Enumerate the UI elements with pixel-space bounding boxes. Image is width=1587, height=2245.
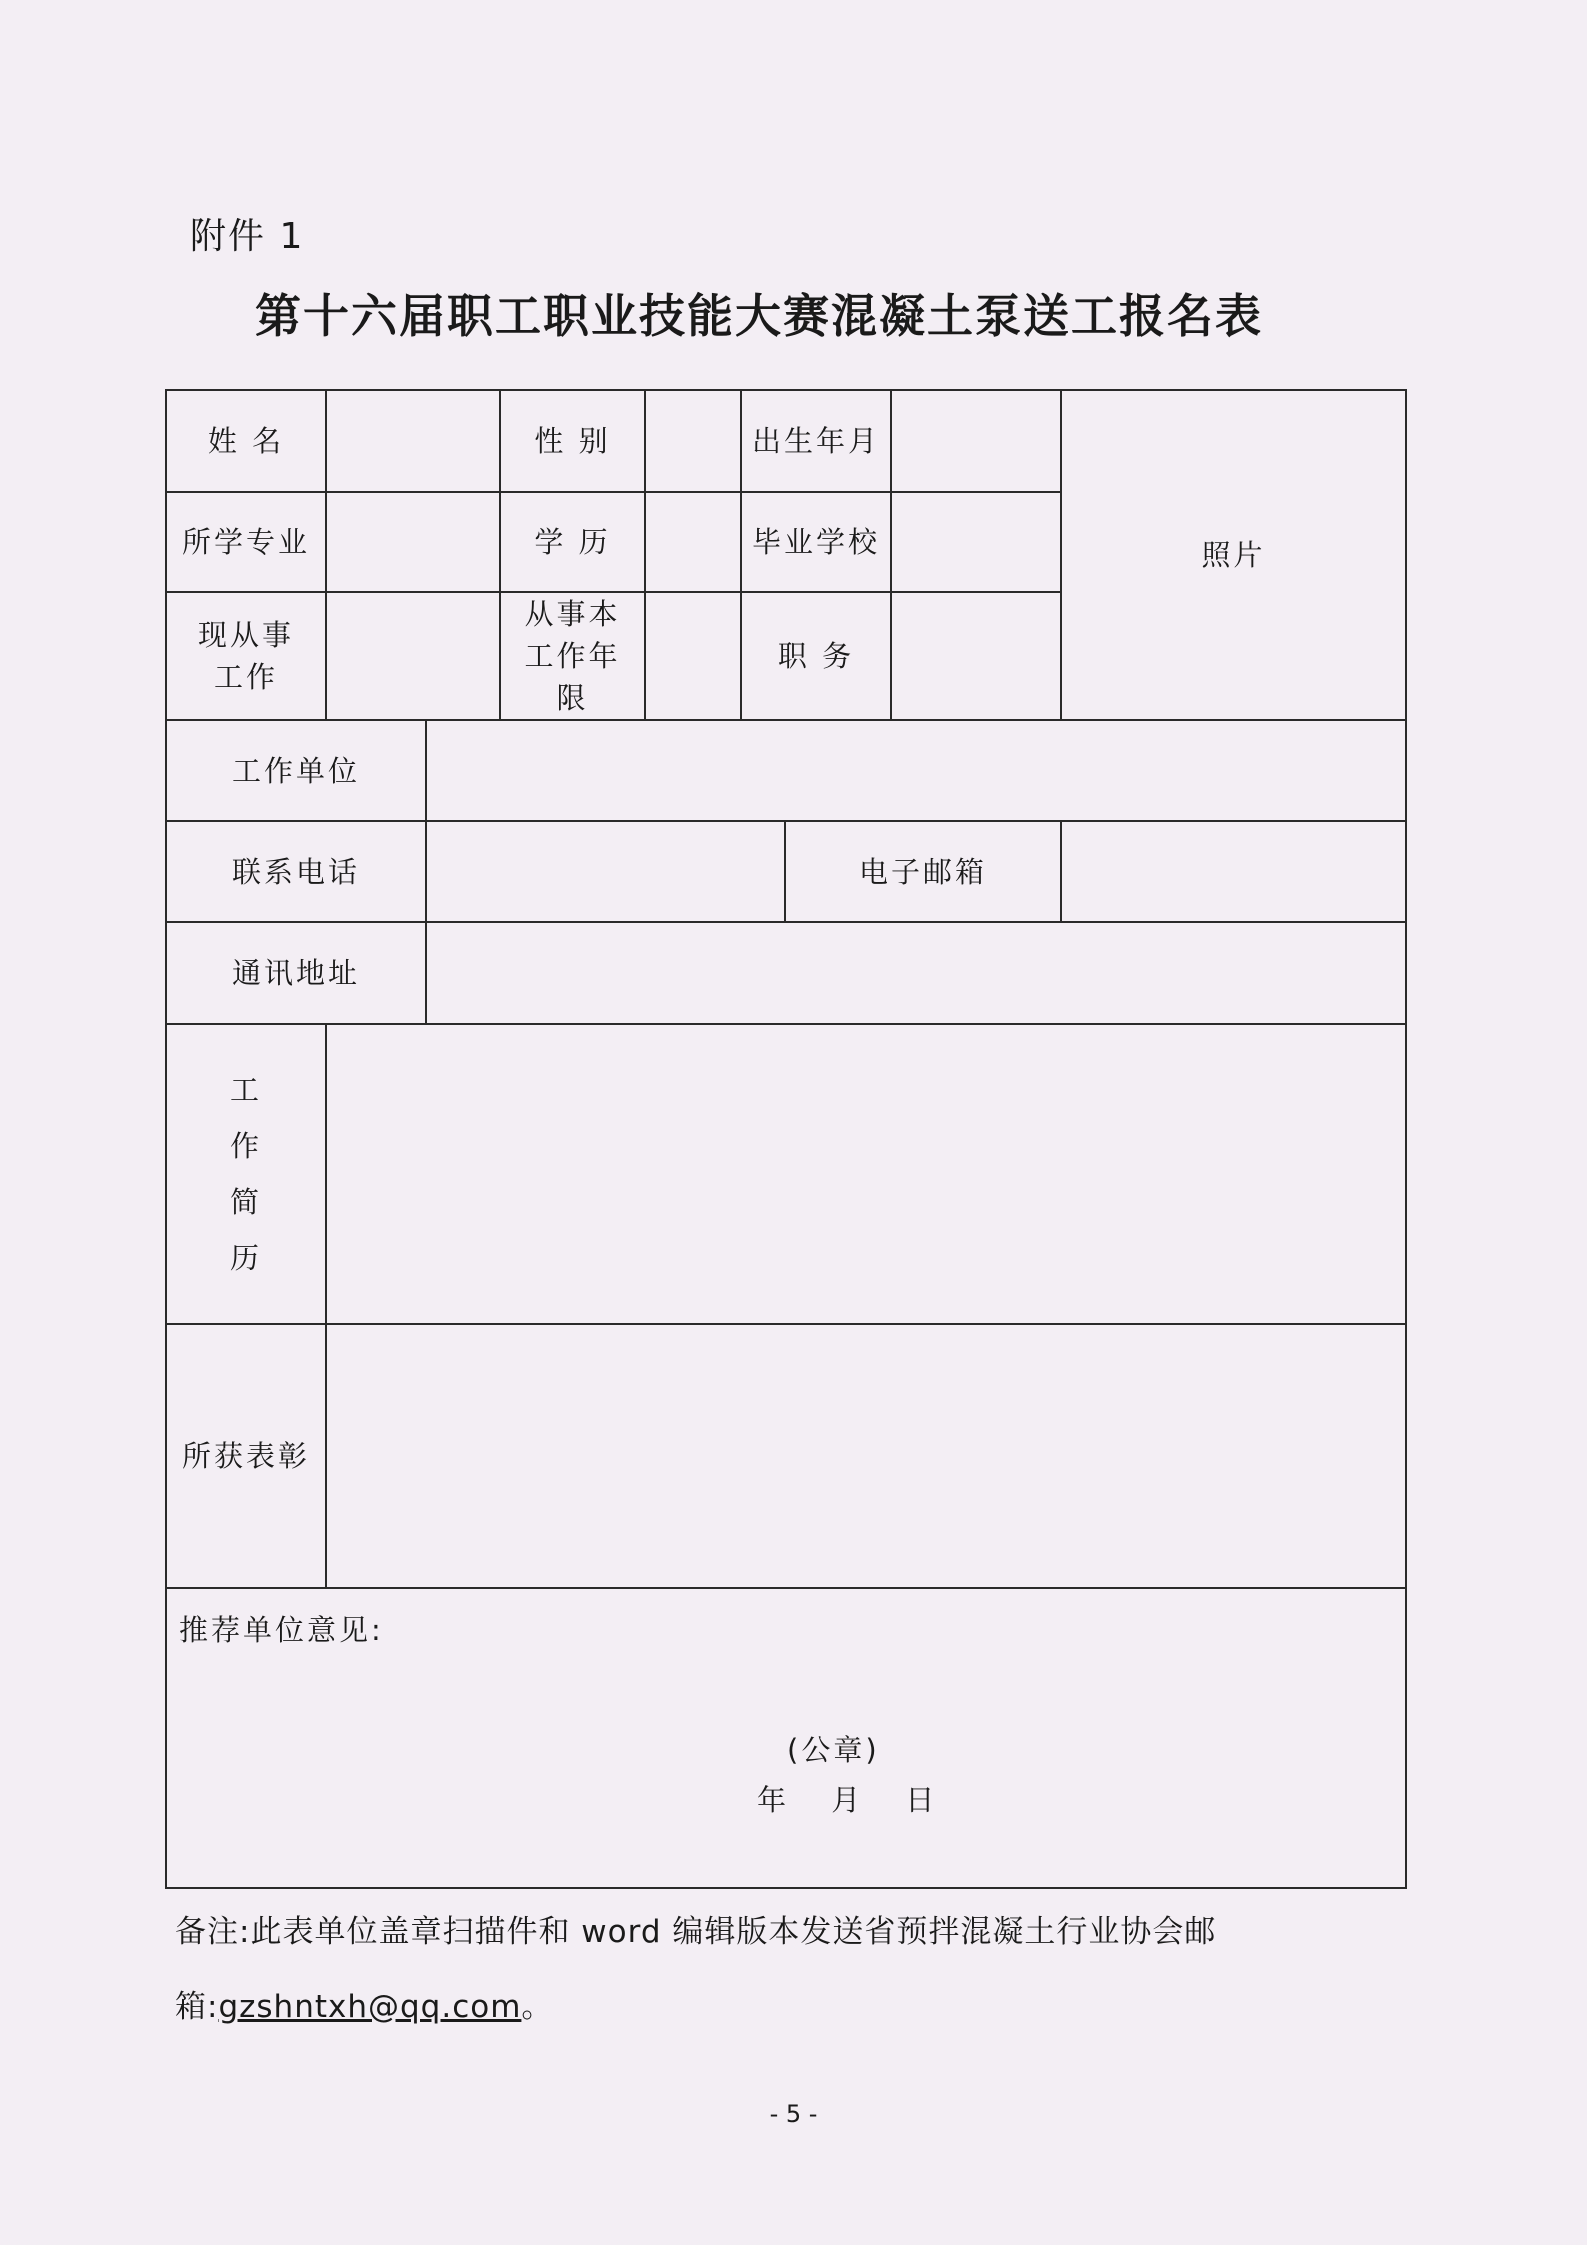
birth-date-field[interactable]: [891, 390, 1061, 492]
phone-label: 联系电话: [166, 821, 426, 922]
page-title: 第十六届职工职业技能大赛混凝土泵送工报名表: [255, 289, 1263, 343]
education-field[interactable]: [645, 492, 741, 592]
attachment-label: 附件 1: [190, 216, 305, 257]
current-job-field[interactable]: [326, 592, 500, 720]
official-seal-label: (公章): [787, 1733, 880, 1768]
position-field[interactable]: [891, 592, 1061, 720]
school-label: 毕业学校: [741, 492, 891, 592]
name-field[interactable]: [326, 390, 500, 492]
email-field[interactable]: [1061, 821, 1406, 922]
work-history-field[interactable]: [326, 1024, 1406, 1324]
recommendation-opinion-box[interactable]: [166, 1588, 1406, 1888]
remarks-end: 。: [521, 1989, 554, 2025]
work-history-char: 工: [229, 1073, 262, 1108]
gender-label: 性 别: [500, 390, 645, 492]
page-number: - 5 -: [769, 2100, 818, 2128]
awards-field[interactable]: [326, 1324, 1406, 1588]
recommendation-opinion-label: 推荐单位意见:: [179, 1613, 384, 1648]
school-field[interactable]: [891, 492, 1061, 592]
current-job-label: 现从事工作: [166, 592, 326, 720]
name-label: 姓 名: [166, 390, 326, 492]
years-in-job-label: 从事本工作年限: [500, 592, 645, 720]
work-history-char: 历: [229, 1241, 262, 1276]
phone-field[interactable]: [426, 821, 785, 922]
gender-field[interactable]: [645, 390, 741, 492]
awards-label: 所获表彰: [166, 1324, 326, 1588]
contact-email-link[interactable]: gzshntxh@qq.com: [218, 1989, 522, 2025]
remarks-text: 备注:此表单位盖章扫描件和 word 编辑版本发送省预拌混凝土行业协会邮箱:: [175, 1914, 1217, 2025]
registration-form-table: [165, 389, 1407, 1889]
major-field[interactable]: [326, 492, 500, 592]
position-label: 职 务: [741, 592, 891, 720]
date-label: 年 月 日: [757, 1783, 938, 1818]
work-history-label: [166, 1024, 326, 1324]
birth-date-label: 出生年月: [741, 390, 891, 492]
major-label: 所学专业: [166, 492, 326, 592]
address-field[interactable]: [426, 922, 1406, 1024]
email-label: 电子邮箱: [785, 821, 1061, 922]
years-in-job-field[interactable]: [645, 592, 741, 720]
remarks-note: [175, 1895, 1405, 2045]
address-label: 通讯地址: [166, 922, 426, 1024]
employer-label: 工作单位: [166, 720, 426, 821]
education-label: 学 历: [500, 492, 645, 592]
employer-field[interactable]: [426, 720, 1406, 821]
work-history-char: 作: [229, 1129, 262, 1164]
work-history-char: 简: [229, 1185, 262, 1220]
photo-box[interactable]: 照片: [1061, 390, 1406, 720]
